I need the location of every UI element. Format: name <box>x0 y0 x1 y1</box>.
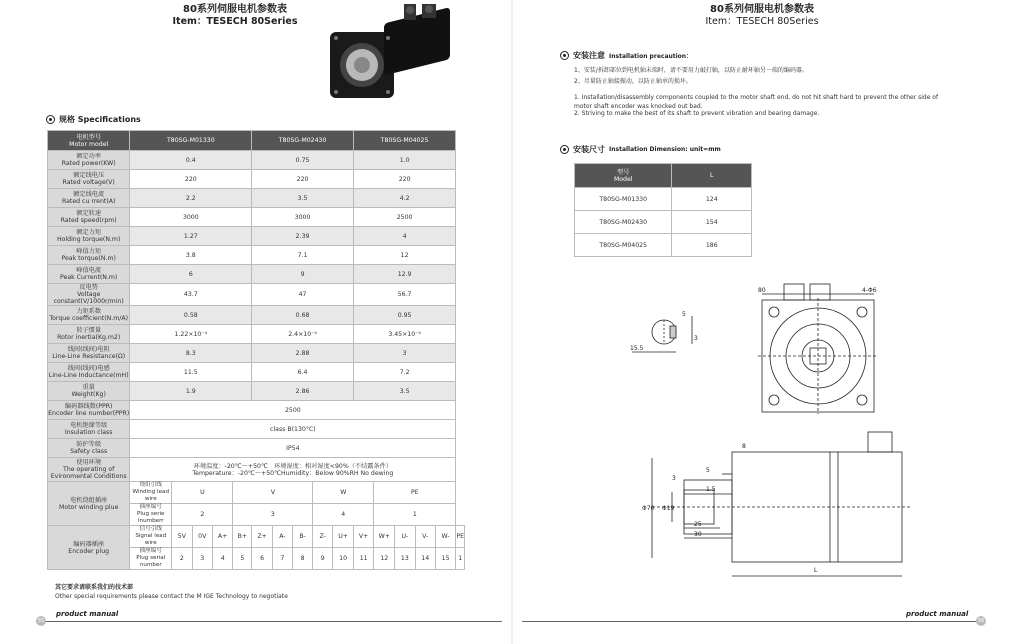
page-title: 80系列伺服电机参数表 <box>710 4 814 15</box>
encoder-number-cell: 14 <box>415 548 435 570</box>
encoder-number-cell: 6 <box>252 548 273 570</box>
spec-value: 0.68 <box>252 306 354 325</box>
winding-plug-label: 插座编号 Plug serie lnumberr <box>130 504 172 526</box>
spec-value: 0.75 <box>252 151 354 170</box>
merged-value: IP54 <box>130 439 456 458</box>
spec-value: 3 <box>353 344 455 363</box>
spec-value: 7.2 <box>353 363 455 382</box>
dim-label: 15.5 <box>630 345 644 352</box>
spec-row <box>48 306 465 325</box>
encoder-number-cell: 2 <box>172 548 192 570</box>
dim-row <box>575 234 752 257</box>
merged-value: 环境温度：-20℃～+50℃ 环境湿度：相对湿度<90%（不结露条件） Temperature：-20℃～+50℃Humidity：Below 90%RH No dewing <box>130 458 456 482</box>
spec-label: 额定力矩 Holding torque(N.m) <box>48 227 130 246</box>
merged-value: class B(130°C) <box>130 420 456 439</box>
encoder-number-cell: 8 <box>292 548 312 570</box>
dim-label: 5 <box>706 467 710 474</box>
spec-label: 峰值电流 Peak Current(N.m) <box>48 265 130 284</box>
spec-value: 9 <box>252 265 354 284</box>
dimension-drawing <box>612 280 1012 590</box>
encoder-label: 编码器插座 Encoder plug <box>48 526 130 570</box>
page-subtitle: Item：TESECH 80Series <box>705 16 819 27</box>
encoder-number-cell: 11 <box>353 548 374 570</box>
spec-row <box>48 344 465 363</box>
merged-row <box>48 458 465 482</box>
dim-label: 80 <box>758 287 766 294</box>
spec-value: 0.95 <box>353 306 455 325</box>
spec-label: 重量 Weight(Kg) <box>48 382 130 401</box>
spec-value: 3.8 <box>130 246 252 265</box>
spec-value: 0.4 <box>130 151 252 170</box>
spec-label: 额定转速 Rated speed(rpm) <box>48 208 130 227</box>
spec-value: 2.86 <box>252 382 354 401</box>
spec-label: 线间(线间)电感 Line-Line Inductance(mH) <box>48 363 130 382</box>
spec-value: 3.5 <box>353 382 455 401</box>
spec-row <box>48 170 465 189</box>
footer-label: product manual <box>906 610 969 618</box>
dim-label: L <box>814 567 818 574</box>
dim-label: Φ70 <box>642 505 655 512</box>
dim-length: 154 <box>672 211 752 234</box>
spec-label: 线间(线间)电阻 Line-Line Resistance(Ω) <box>48 344 130 363</box>
encoder-signal-cell: U+ <box>333 526 354 548</box>
winding-plug-cell: 1 <box>374 504 456 526</box>
dim-label: 1.5 <box>706 486 716 493</box>
winding-lead-cell: W <box>313 482 374 504</box>
encoder-number-label: 插座编号 Plug serial number <box>130 548 172 570</box>
merged-label: 使用环境 The operating of Evironmental Conditions <box>48 458 130 482</box>
winding-plug-cell: 3 <box>233 504 313 526</box>
spec-label: 反电势 Voltage constant(V/1000r/min) <box>48 284 130 306</box>
precaution-heading: 安装注意 Installation precaution： <box>560 50 692 61</box>
encoder-signal-cell: V+ <box>353 526 374 548</box>
spec-row <box>48 189 465 208</box>
encoder-signal-cell: Z- <box>313 526 333 548</box>
spec-value: 3.5 <box>252 189 354 208</box>
encoder-signal-cell: A- <box>272 526 292 548</box>
winding-lead-cell: U <box>172 482 233 504</box>
bullet-icon <box>560 145 569 154</box>
encoder-number-cell: 9 <box>313 548 333 570</box>
encoder-number-cell: 15 <box>435 548 455 570</box>
spec-row <box>48 246 465 265</box>
encoder-number-cell: 1 <box>456 548 465 570</box>
spec-value: 7.1 <box>252 246 354 265</box>
dim-label: 25 <box>694 521 702 528</box>
dim-model: T80SG-M01330 <box>575 188 672 211</box>
encoder-signal-cell: U- <box>395 526 415 548</box>
spec-label: 力矩系数 Torque coefficient(N.m/A) <box>48 306 130 325</box>
spec-row <box>48 363 465 382</box>
encoder-signal-cell: B- <box>292 526 312 548</box>
spec-value: 6.4 <box>252 363 354 382</box>
spec-value: 12 <box>353 246 455 265</box>
spec-value: 220 <box>353 170 455 189</box>
spec-label: 额定线电流 Rated cu rrent(A) <box>48 189 130 208</box>
winding-label: 电机绕组插座 Motor winding plue <box>48 482 130 526</box>
encoder-number-cell: 4 <box>212 548 233 570</box>
dim-row <box>575 211 752 234</box>
dim-row <box>575 188 752 211</box>
encoder-signal-cell: Z+ <box>252 526 273 548</box>
dim-label: Φ19 <box>662 505 675 512</box>
dim-label: 3 <box>694 335 698 342</box>
page-title: 80系列伺服电机参数表 <box>183 4 287 15</box>
footer-line <box>36 621 502 622</box>
header-model-1: T80SG-M01330 <box>130 131 252 151</box>
winding-lead-row <box>48 482 465 504</box>
winding-plug-cell: 4 <box>313 504 374 526</box>
encoder-signal-cell: A+ <box>212 526 233 548</box>
spec-value: 4 <box>353 227 455 246</box>
precaution-en-1: 1. Installation/disassembly components coupled to the motor shaft end, do not hit shaft hard to prevent the other side of motor shaft encoder was knocked out bad. <box>574 94 939 110</box>
encoder-number-cell: 12 <box>374 548 395 570</box>
header-model-2: T80SG-M02430 <box>252 131 354 151</box>
winding-plug-cell: 2 <box>172 504 233 526</box>
encoder-number-cell: 3 <box>192 548 212 570</box>
bullet-icon <box>560 51 569 60</box>
winding-lead-cell: V <box>233 482 313 504</box>
dim-label: 30 <box>694 531 702 538</box>
header-motor-model: 电机型号 Motor model <box>48 131 130 151</box>
encoder-signal-cell: 5V <box>172 526 192 548</box>
merged-row <box>48 439 465 458</box>
spec-label: 峰值力矩 Peak torque(N.m) <box>48 246 130 265</box>
spec-value: 12.9 <box>353 265 455 284</box>
spec-row <box>48 325 465 344</box>
spec-value: 3000 <box>252 208 354 227</box>
spec-value: 220 <box>252 170 354 189</box>
specs-heading: 规格 Specifications <box>46 114 141 125</box>
spec-value: 1.22×10⁻⁴ <box>130 325 252 344</box>
dim-model: T80SG-M04025 <box>575 234 672 257</box>
dimension-heading: 安装尺寸 Installation Dimension: unit=mm <box>560 144 721 155</box>
spec-value: 1.9 <box>130 382 252 401</box>
merged-label: 电机绝缘等级 Insulation class <box>48 420 130 439</box>
merged-row <box>48 401 465 420</box>
dim-header-model: 型号 Model <box>575 164 672 188</box>
spec-row <box>48 265 465 284</box>
page-number: 55 <box>37 618 45 624</box>
spec-value: 220 <box>130 170 252 189</box>
spec-value: 4.2 <box>353 189 455 208</box>
encoder-signal-cell: V- <box>415 526 435 548</box>
spec-value: 2500 <box>353 208 455 227</box>
spec-value: 3.45×10⁻⁴ <box>353 325 455 344</box>
precaution-cn-1: 1、安装/拆卸部位到电机轴末端时，请不要用力敲打轴，以防止耐环轴另一端的编码器。 <box>574 67 808 74</box>
bullet-icon <box>46 115 55 124</box>
footnote-cn: 其它要求请联系我们的技术部 <box>55 584 134 591</box>
page-number: 56 <box>977 618 985 624</box>
merged-row <box>48 420 465 439</box>
footnote-en: Other special requirements please contact the M IGE Technology to negotiate <box>55 593 288 600</box>
spec-value: 6 <box>130 265 252 284</box>
footer-line <box>522 621 980 622</box>
spec-value: 2.88 <box>252 344 354 363</box>
dimension-table <box>574 163 752 257</box>
spec-value: 11.5 <box>130 363 252 382</box>
dim-label: 5 <box>682 311 686 318</box>
dim-label: 8 <box>742 443 746 450</box>
spec-value: 47 <box>252 284 354 306</box>
spec-value: 2.4×10⁻⁴ <box>252 325 354 344</box>
spec-value: 2.2 <box>130 189 252 208</box>
encoder-signal-label: 信号引线 Signal lead wire <box>130 526 172 548</box>
spec-row <box>48 284 465 306</box>
encoder-number-cell: 7 <box>272 548 292 570</box>
encoder-signal-cell: W- <box>435 526 455 548</box>
spec-value: 3000 <box>130 208 252 227</box>
spec-value: 56.7 <box>353 284 455 306</box>
encoder-number-cell: 5 <box>233 548 252 570</box>
dim-label: 4-Φ6 <box>862 287 877 294</box>
encoder-signal-cell: PE <box>456 526 465 548</box>
spec-value: 1.27 <box>130 227 252 246</box>
spec-value: 0.58 <box>130 306 252 325</box>
encoder-number-cell: 13 <box>395 548 415 570</box>
motor-photo <box>326 4 458 108</box>
encoder-signal-row <box>48 526 465 548</box>
dim-header-l: L <box>672 164 752 188</box>
right-page <box>512 0 1024 644</box>
footer-label: product manual <box>56 610 119 618</box>
merged-label: 编码器线数(PPR) Encoder line number(PPR) <box>48 401 130 420</box>
encoder-number-cell: 10 <box>333 548 354 570</box>
dim-length: 124 <box>672 188 752 211</box>
spec-label: 转子惯量 Rotor inertia(Kg.m2) <box>48 325 130 344</box>
winding-lead-label: 绕组引线 Winding lead wire <box>130 482 172 504</box>
encoder-signal-cell: 0V <box>192 526 212 548</box>
spec-row <box>48 382 465 401</box>
winding-lead-cell: PE <box>374 482 456 504</box>
precaution-cn-2: 2、尽量防止轴接振动，以防止轴承的损坏。 <box>574 78 692 85</box>
spec-value: 43.7 <box>130 284 252 306</box>
page-subtitle: Item：TESECH 80Series <box>172 16 298 27</box>
specs-table <box>47 130 465 570</box>
merged-value: 2500 <box>130 401 456 420</box>
spec-label: 额定线电压 Rated voltage(V) <box>48 170 130 189</box>
dim-model: T80SG-M02430 <box>575 211 672 234</box>
dim-length: 186 <box>672 234 752 257</box>
spec-value: 8.3 <box>130 344 252 363</box>
dim-label: 3 <box>672 475 676 482</box>
spec-row <box>48 151 465 170</box>
spec-row <box>48 208 465 227</box>
spec-value: 2.39 <box>252 227 354 246</box>
spec-value: 1.0 <box>353 151 455 170</box>
header-model-3: T80SG-M04025 <box>353 131 455 151</box>
spec-row <box>48 227 465 246</box>
spec-label: 额定功率 Rated power(KW) <box>48 151 130 170</box>
merged-label: 防护等级 Safety class <box>48 439 130 458</box>
encoder-signal-cell: B+ <box>233 526 252 548</box>
encoder-signal-cell: W+ <box>374 526 395 548</box>
precaution-en-2: 2. Striving to make the best of its shaft to prevent vibration and bearing damage. <box>574 110 820 117</box>
